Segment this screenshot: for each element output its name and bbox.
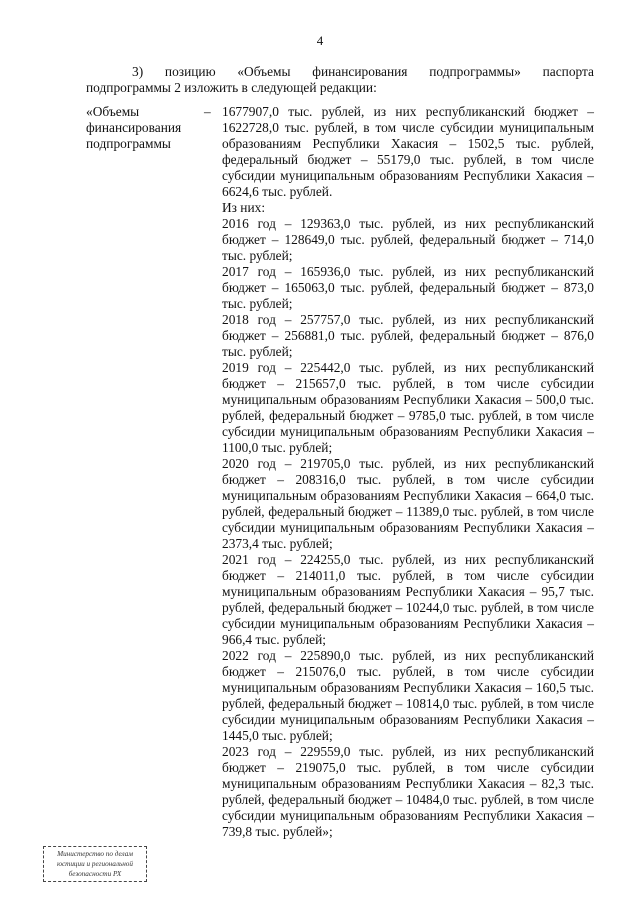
year-2017-entry: 2017 год – 165936,0 тыс. рублей, из них республиканский бюджет – 165063,0 тыс. рублей, федеральный бюджет – 873,0 тыс. рублей; <box>222 264 594 311</box>
label-line: финансирования <box>86 120 182 135</box>
stamp-line: безопасности РХ <box>68 870 122 878</box>
ministry-stamp <box>43 846 147 882</box>
stamp-line: юстиции и региональной <box>56 860 133 868</box>
intro-paragraph <box>86 64 594 96</box>
year-2022-entry: 2022 год – 225890,0 тыс. рублей, из них республиканский бюджет – 215076,0 тыс. рублей, в том числе субсидии муниципальным образованиям Республики Хакасия – 160,5 тыс. рублей, федеральный бюджет – 10814,0 тыс. рублей, в том числе субсидии муниципальным образованиям Республики Хакасия – 1445,0 тыс. рублей; <box>222 648 594 743</box>
of-them-heading: Из них: <box>222 200 266 215</box>
label-line: подпрограммы <box>86 136 171 151</box>
financing-summary: 1677907,0 тыс. рублей, из них республиканский бюджет – 1622728,0 тыс. рублей, в том числе субсидии муниципальным образованиям Республики Хакасия – 1502,5 тыс. рублей, федеральный бюджет – 55179,0 тыс. рублей, в том числе субсидии муниципальным образованиям Республики Хакасия – 6624,6 тыс. рублей. <box>222 104 594 199</box>
year-2020-entry: 2020 год – 219705,0 тыс. рублей, из них республиканский бюджет – 208316,0 тыс. рублей, в том числе субсидии муниципальным образованиям Республики Хакасия – 664,0 тыс. рублей, федеральный бюджет – 11389,0 тыс. рублей, в том числе субсидии муниципальным образованиям Республики Хакасия – 2373,4 тыс. рублей; <box>222 456 594 551</box>
stamp-line: Министерство по делам <box>57 850 133 858</box>
label-line: «Объемы <box>86 104 140 119</box>
intro-line-2: подпрограммы 2 изложить в следующей редакции: <box>86 80 377 95</box>
year-2019-entry: 2019 год – 225442,0 тыс. рублей, из них республиканский бюджет – 215657,0 тыс. рублей, в том числе субсидии муниципальным образованиям Республики Хакасия – 500,0 тыс. рублей, федеральный бюджет – 9785,0 тыс. рублей, в том числе субсидии муниципальным образованиям Республики Хакасия – 1100,0 тыс. рублей; <box>222 360 594 455</box>
year-2021-entry: 2021 год – 224255,0 тыс. рублей, из них республиканский бюджет – 214011,0 тыс. рублей, в том числе субсидии муниципальным образованиям Республики Хакасия – 95,7 тыс. рублей, федеральный бюджет – 10244,0 тыс. рублей, в том числе субсидии муниципальным образованиям Республики Хакасия – 966,4 тыс. рублей; <box>222 552 594 647</box>
year-2016-entry: 2016 год – 129363,0 тыс. рублей, из них республиканский бюджет – 128649,0 тыс. рублей, федеральный бюджет – 714,0 тыс. рублей; <box>222 216 594 263</box>
label-dash: – <box>204 104 211 119</box>
position-label <box>86 104 206 152</box>
intro-line-1: 3) позицию «Объемы финансирования подпрограммы» паспорта <box>132 64 594 79</box>
year-2023-entry: 2023 год – 229559,0 тыс. рублей, из них республиканский бюджет – 219075,0 тыс. рублей, в том числе субсидии муниципальным образованиям Республики Хакасия – 82,3 тыс. рублей, федеральный бюджет – 10484,0 тыс. рублей, в том числе субсидии муниципальным образованиям Республики Хакасия – 739,8 тыс. рублей»; <box>222 744 594 839</box>
financing-content <box>222 104 594 840</box>
year-2018-entry: 2018 год – 257757,0 тыс. рублей, из них республиканский бюджет – 256881,0 тыс. рублей, федеральный бюджет – 876,0 тыс. рублей; <box>222 312 594 359</box>
page-number: 4 <box>316 33 324 48</box>
